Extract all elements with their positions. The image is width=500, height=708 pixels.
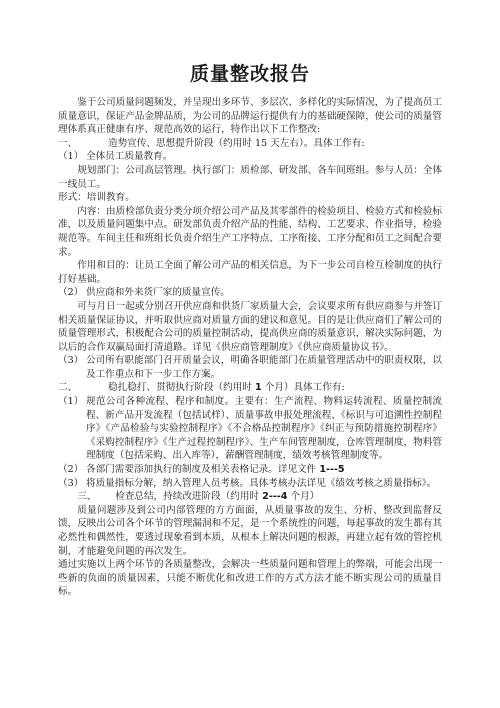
item-2-2-text (86, 463, 442, 477)
phase-3-text (115, 490, 442, 504)
item-1-1-content: 内容：由质检部负责分类分项介绍公司产品及其零部件的检验项目、检验方式和检验标准，以及质量问题集中点。研发部负责介绍产品的性能、结构、工艺要求、作业指导，检验规范等。车间主任和班组长负责介绍生产工序特点、工序衔接、工序分配和员工之间配合要求。 (58, 205, 442, 258)
phase-2-number: 二、 (58, 382, 78, 394)
item-1-3-text: 公司所有职能部门召开质量会议，明确各职能部门在质量管理活动中的职责权限，以及工作重点和下一步工作方案。 (86, 355, 442, 380)
item-1-2-heading (58, 286, 442, 300)
phase-2-text (108, 381, 442, 395)
closing-paragraph: 通过实施以上两个环节的各质量整改，会解决一些质量问题和管理上的弊端，可能会出现一些新的负面的质量因素，只能不断优化和改进工作的方式方法才能不断实现公司的质量目标。 (58, 559, 442, 598)
item-1-1-effect: 作用和目的：让员工全面了解公司产品的相关信息，为下一步公司自检互检制度的执行打好基础。 (58, 260, 442, 285)
phase-3-body: 质量问题涉及到公司内部管理的方方面面，从质量事故的发生、分析、整改到监督反馈，反映出公司各个环节的管理漏洞和不足，是一个系统性的问题，每起事故的发生都有其必然性和偶然性，要透过现象看到本质，从根本上解决问题的根源，再建立起有效的管控机制，才能避免问题的再次发生。 (58, 504, 442, 557)
item-1-1-number: （1） (58, 151, 84, 163)
phase-3-text-before: 检查总结，持续改进阶段（约用时 (115, 491, 263, 503)
phase-2-text-before: 稳扎稳打、贯彻执行阶段（约用时 (108, 382, 255, 394)
item-1-2-body: 可与月日一起或分别召开供应商和供货厂家质量大会，会议要求所有供应商参与并签订相关质量保证协议，并听取供应商对质量方面的建议和意见。目的是让供应商们了解公司的质量管理形式，积极配合公司的质量控制活动，提高供应商的质量意识，解决实际问题，为以后的合作双赢局面打清道路。详见《供应商管理制度》《供应商质量协议书》。 (58, 300, 442, 353)
item-1-1-organization: 规划部门：公司高层管理。执行部门：质检部、研发部、各车间班组。参与人员：全体一线员工。 (58, 164, 442, 190)
intro-paragraph: 鉴于公司质量问题频发，并呈现出多环节、多层次、多样化的实际情况，为了提高员工质量意识，保证产品金牌品质，为公司的品牌运行提供有力的基础硬保障，使公司的质量管理体系真正健康有序、规范高效的运行，特作出以下工作整改: (58, 97, 442, 136)
item-2-3-number: （3） (58, 477, 84, 489)
phase-1-number: 一、 (58, 137, 78, 149)
item-1-2-number: （2） (58, 287, 84, 299)
item-1-1-heading (58, 150, 442, 164)
phase-1-heading (58, 137, 442, 151)
item-1-2-text: 供应商和外来货厂家的质量宣传。 (86, 287, 230, 299)
item-2-1-number: （1） (58, 396, 84, 408)
phase-2-heading (58, 381, 442, 395)
phase-1-text: 造势宣传、思想提升阶段（约用时 15 天左右）。具体工作有: (108, 137, 365, 149)
item-2-1-heading (58, 395, 442, 463)
item-2-2-text-before: 各部门需要添加执行的制度及相关表格记录。详见文件 (86, 464, 320, 476)
item-2-1-text: 规范公司各种流程、程序和制度。主要有：生产流程、物料运转流程、质量控制流程、新产品开发流程（包括试样）、质量事故申报处理流程、《标识与可追溯性控制程序》《产品检验与实验控制程序》《不合格品控制程序》《纠正与预防措施控制程序》《采购控制程序》《生产过程控制程序》、生产车间管理制度，仓库管理制度，物料管理制度（包括采购、出入库等），薪酬管理制度，绩效考核管理制度等。 (86, 396, 442, 462)
phase-3-heading (58, 490, 442, 504)
phase-3-duration: 2---4 (262, 491, 288, 503)
item-2-3-heading (58, 477, 442, 491)
document-page (58, 62, 442, 599)
item-1-3-heading (58, 354, 442, 381)
phase-2-text-after: 个月）具体工作有: (261, 382, 345, 394)
item-2-2-file-range: 1---5 (319, 464, 345, 476)
phase-3-text-after: 个月） (287, 491, 320, 503)
document-title: 质量整改报告 (189, 63, 310, 85)
item-1-1-text: 全体员工质量教育。 (86, 151, 173, 163)
item-1-1-form: 形式：培训教育。 (58, 192, 135, 204)
phase-2-duration: 1 (254, 382, 262, 394)
item-2-2-heading (58, 463, 442, 477)
phase-3-number: 三、 (77, 491, 97, 503)
item-1-3-number: （3） (58, 355, 84, 367)
item-2-2-number: （2） (58, 464, 84, 476)
item-2-3-text: 将质量指标分解，纳入管理人员考核。具体考核办法详见《绩效考核之质量指标》。 (86, 477, 437, 489)
